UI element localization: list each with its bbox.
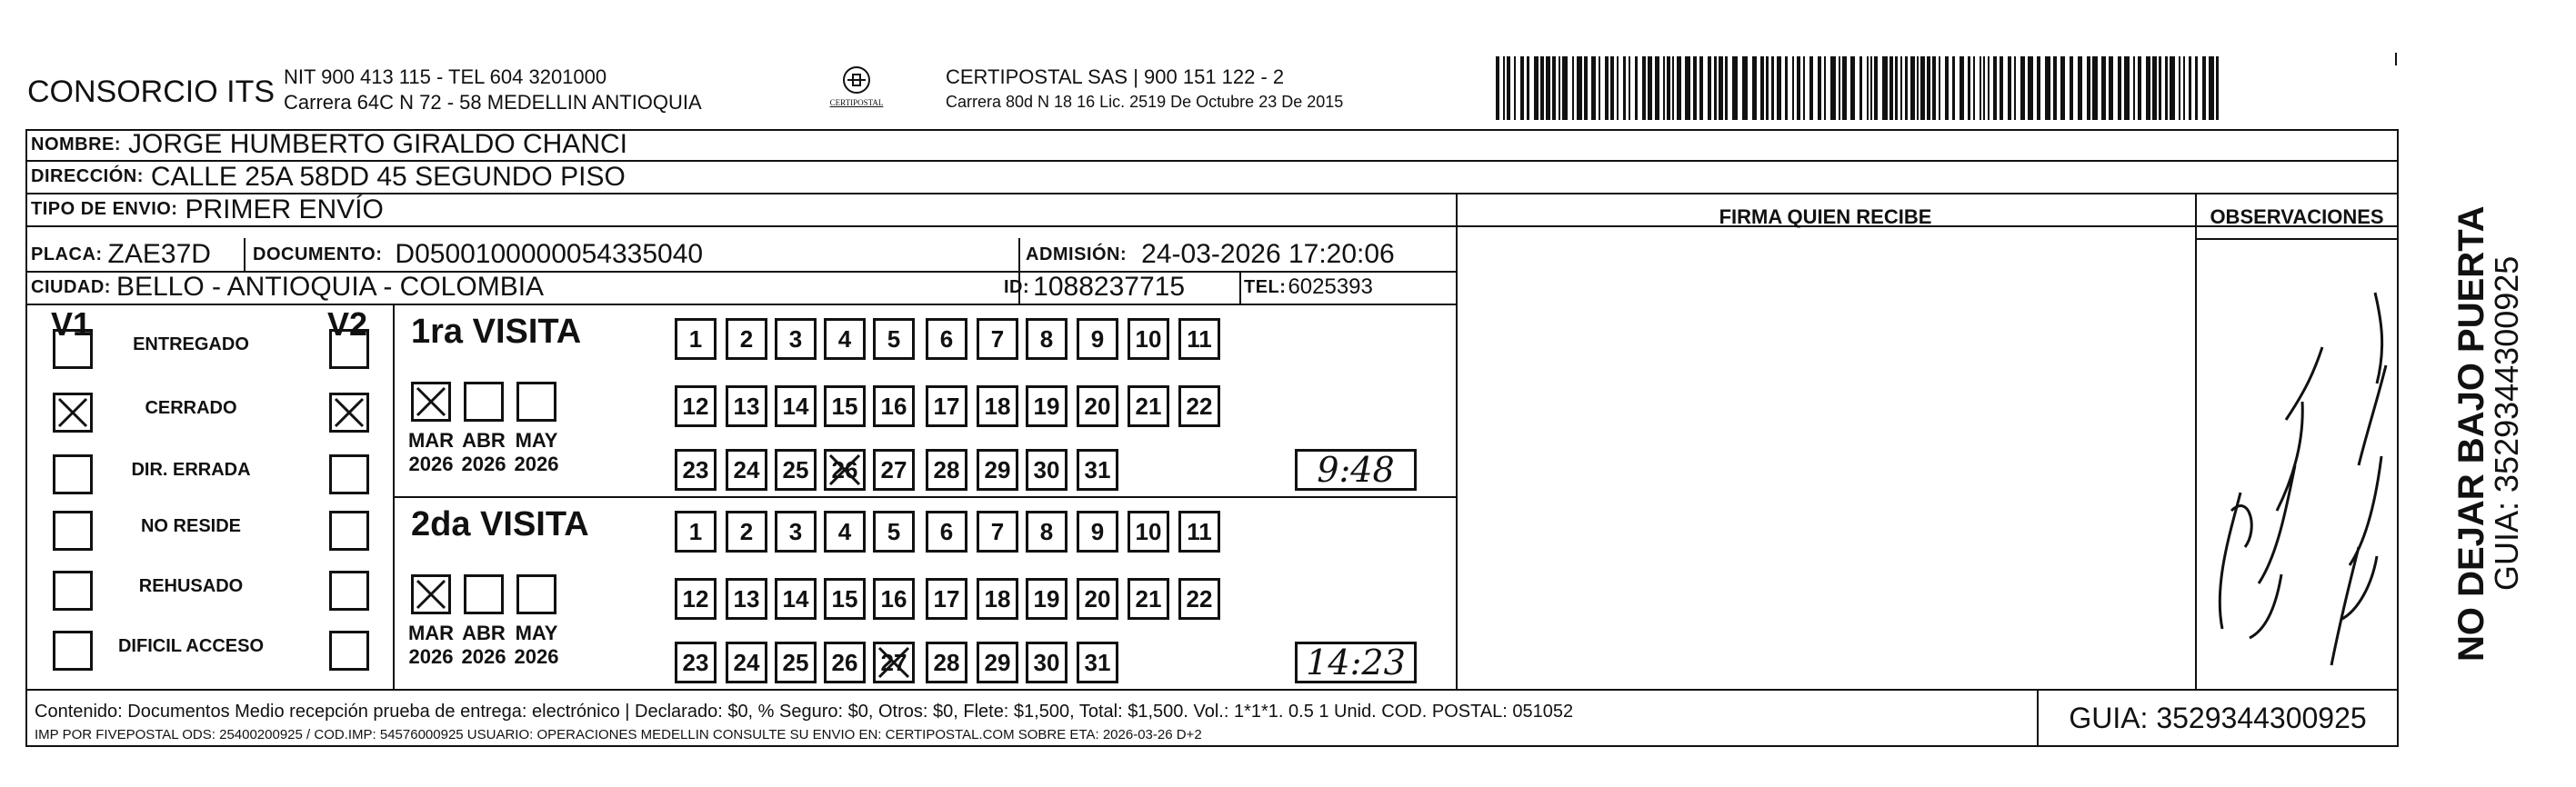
visit-day-box[interactable] [1026,385,1067,427]
tipo-row [31,194,384,225]
visit-day-box[interactable] [926,511,967,553]
day-number: 15 [831,584,858,613]
visit-day-box[interactable] [977,385,1018,427]
day-number: 19 [1033,584,1060,613]
status-option-label: DIR. ERRADA [131,460,251,480]
day-number: 6 [939,324,954,353]
day-number: 14 [782,392,809,420]
visit-day-box[interactable] [1178,578,1220,620]
day-number: 11 [1187,324,1212,353]
x-mark-icon [827,452,863,488]
day-number: 7 [990,324,1005,353]
day-number: 9 [1090,324,1105,353]
status-v1-checkbox[interactable] [53,393,93,433]
visit-day-box[interactable] [675,385,717,427]
day-number: 3 [788,517,803,545]
visit-month-label [456,622,511,669]
status-v1-checkbox[interactable] [53,511,93,551]
visit-month-label [404,429,458,476]
day-number: 25 [782,455,809,483]
footer-contenido: Contenido: Documentos Medio recepción prueba de entrega: electrónico | Declarado: $0, % Seguro: $0, Otros: $0, Flete: $1,500, Total: $1,500. Vol.: 1*1*1. 0.5 1 Unid. COD. POSTAL: 051052 [35,702,1574,722]
visit-day-box[interactable] [1178,385,1220,427]
admision-value: 24-03-2026 17:20:06 [1141,239,1395,269]
visit-day-box[interactable] [1128,385,1169,427]
visit-day-box[interactable] [873,511,915,553]
visit-day-box[interactable] [1128,578,1169,620]
company-name: CONSORCIO ITS [27,75,276,109]
day-number: 25 [782,648,809,676]
day-number: 26 [831,455,858,483]
visit-day-box[interactable] [726,578,767,620]
visit-day-box[interactable] [873,449,915,491]
visit-day-box[interactable] [775,511,817,553]
day-number: 7 [990,517,1005,545]
visit-day-box[interactable] [775,449,817,491]
day-number: 10 [1135,517,1162,545]
visit-day-box[interactable] [726,511,767,553]
id-value: 1088237715 [1033,272,1186,302]
status-option-label: ENTREGADO [133,334,249,354]
day-number: 3 [788,324,803,353]
visit-month-checkbox[interactable] [411,382,451,422]
visit-day-box[interactable] [873,642,915,683]
day-number: 5 [887,324,901,353]
day-number: 1 [688,324,703,353]
visit-day-box[interactable] [926,318,967,360]
documento-value: D0500100000054335040 [395,239,704,269]
visit-day-box[interactable] [775,318,817,360]
visit-month-checkbox[interactable] [464,574,504,614]
day-number: 21 [1135,584,1162,613]
status-v2-checkbox[interactable] [329,631,369,671]
status-option-label: NO RESIDE [140,516,242,536]
visit-month-checkbox[interactable] [516,574,556,614]
status-v1-checkbox[interactable] [53,631,93,671]
visit-day-box[interactable] [675,449,717,491]
visit-day-box[interactable] [775,642,817,683]
visit-day-box[interactable] [1077,642,1118,683]
visit-day-box[interactable] [675,642,717,683]
day-number: 9 [1090,517,1105,545]
visit-day-box[interactable] [977,318,1018,360]
day-number: 31 [1084,648,1111,676]
status-v2-checkbox[interactable] [329,454,369,494]
observaciones-handwriting [2195,238,2399,689]
ciudad-value: BELLO - ANTIOQUIA - COLOMBIA [115,272,545,302]
visit-day-box[interactable] [977,642,1018,683]
x-mark-icon [332,395,366,430]
visit-day-box[interactable] [1128,511,1169,553]
status-v2-checkbox[interactable] [329,329,369,369]
ciudad-label: CIUDAD: [31,276,111,297]
documento-label: DOCUMENTO: [253,244,383,264]
month-name: ABR [462,429,506,452]
visit-time-box[interactable] [1295,642,1417,683]
day-number: 8 [1039,517,1054,545]
company-line-2: Carrera 64C N 72 - 58 MEDELLIN ANTIOQUIA [284,91,702,114]
tel-row [1244,271,1373,304]
day-number: 18 [984,584,1011,613]
day-number: 5 [887,517,901,545]
direccion-value: CALLE 25A 58DD 45 SEGUNDO PISO [150,161,626,192]
day-number: 27 [880,648,907,676]
day-number: 29 [984,455,1011,483]
month-year: 2026 [461,645,506,668]
visit-day-box[interactable] [824,385,866,427]
day-number: 18 [984,392,1011,420]
visit-day-box[interactable] [726,318,767,360]
visit-day-box[interactable] [775,385,817,427]
day-number: 13 [733,584,760,613]
side-guia: GUIA: 3529344300925 [2488,255,2525,591]
ciudad-row [31,271,544,304]
id-row [1004,271,1185,304]
visit-day-box[interactable] [824,642,866,683]
day-number: 20 [1084,392,1111,420]
day-number: 30 [1033,648,1060,676]
v2-header: V2 [327,305,368,343]
visit-day-box[interactable] [824,511,866,553]
visit-day-box[interactable] [1077,449,1118,491]
status-v1-checkbox[interactable] [53,454,93,494]
tel-label: TEL: [1244,276,1287,297]
visit-day-box[interactable] [726,642,767,683]
carrier-line-2: Carrera 80d N 18 16 Lic. 2519 De Octubre 23 De 2015 [946,93,1344,111]
day-number: 11 [1187,517,1212,545]
visit-time-box[interactable] [1295,449,1417,491]
day-number: 24 [733,455,760,483]
logo-caption: CERTIPOSTAL [829,98,884,107]
day-number: 16 [880,584,907,613]
nombre-label: NOMBRE: [31,134,122,154]
visit-month-label [456,429,511,476]
firma-header: FIRMA QUIEN RECIBE [1719,205,1932,228]
tipo-label: TIPO DE ENVIO: [31,199,178,219]
placa-label: PLACA: [31,244,103,264]
visit-day-box[interactable] [1026,318,1067,360]
visit-month-checkbox[interactable] [464,382,504,422]
visit-day-box[interactable] [977,449,1018,491]
day-number: 19 [1033,392,1060,420]
visit-day-box[interactable] [1077,318,1118,360]
day-number: 8 [1039,324,1054,353]
visit-day-box[interactable] [1077,578,1118,620]
day-number: 22 [1186,392,1213,420]
month-year: 2026 [514,645,559,668]
month-year: 2026 [408,645,454,668]
direccion-label: DIRECCIÓN: [31,166,144,186]
day-number: 12 [682,584,709,613]
day-number: 6 [939,517,954,545]
footer-imp: IMP POR FIVEPOSTAL ODS: 25400200925 / COD.IMP: 54576000925 USUARIO: OPERACIONES MEDELLIN CONSULTE SU ENVIO EN: CERTIPOSTAL.COM SOBRE ETA: 2026-03-26 D+2 [35,727,1202,742]
day-number: 1 [688,517,703,545]
day-number: 17 [933,392,960,420]
direccion-row [31,161,626,193]
admision-label: ADMISIÓN: [1026,244,1128,264]
visit-time: 9:48 [1317,450,1395,490]
visit-day-box[interactable] [873,318,915,360]
month-name: MAY [515,622,558,644]
day-number: 16 [880,392,907,420]
visit-day-box[interactable] [873,578,915,620]
visit-month-checkbox[interactable] [516,382,556,422]
day-number: 26 [831,648,858,676]
visit-title: 1ra VISITA [411,313,582,351]
tipo-value: PRIMER ENVÍO [185,194,384,224]
footer-guia: GUIA: 3529344300925 [2069,701,2367,734]
month-year: 2026 [514,453,559,475]
month-name: MAR [407,429,455,452]
visit-month-label [404,622,458,669]
day-number: 23 [682,648,709,676]
tel-value: 6025393 [1288,274,1373,299]
day-number: 24 [733,648,760,676]
admision-row [1026,238,1395,271]
status-option-label: DIFICIL ACCESO [117,636,264,656]
visit-day-box[interactable] [775,578,817,620]
status-option-label: CERRADO [145,398,237,418]
visit-time: 14:23 [1306,643,1406,682]
visit-day-box[interactable] [1026,578,1067,620]
visit-day-box[interactable] [824,318,866,360]
day-number: 10 [1135,324,1162,353]
x-mark-icon [414,384,448,419]
company-line-1: NIT 900 413 115 - TEL 604 3201000 [284,65,607,88]
visit-day-box[interactable] [1128,318,1169,360]
day-number: 13 [733,392,760,420]
corner-mark [2395,53,2397,65]
status-v1-checkbox[interactable] [53,329,93,369]
visit-day-box[interactable] [926,642,967,683]
day-number: 29 [984,648,1011,676]
nombre-value: JORGE HUMBERTO GIRALDO CHANCI [128,129,628,159]
v1-header: V1 [51,305,92,343]
day-number: 4 [837,517,852,545]
visit-month-label [509,429,564,476]
month-year: 2026 [461,453,506,475]
day-number: 23 [682,455,709,483]
visit-title: 2da VISITA [411,505,589,543]
day-number: 28 [933,455,960,483]
status-v2-checkbox[interactable] [329,393,369,433]
day-number: 4 [837,324,852,353]
visit-day-box[interactable] [926,578,967,620]
x-mark-icon [876,644,912,681]
visit-month-label [509,622,564,669]
visit-day-box[interactable] [1077,511,1118,553]
day-number: 22 [1186,584,1213,613]
visit-day-box[interactable] [1178,318,1220,360]
visit-day-box[interactable] [873,385,915,427]
day-number: 30 [1033,455,1060,483]
visit-day-box[interactable] [977,511,1018,553]
id-label: ID: [1004,276,1030,297]
month-name: ABR [462,622,506,644]
day-number: 17 [933,584,960,613]
placa-value: ZAE37D [107,239,211,269]
visit-day-box[interactable] [675,511,717,553]
day-number: 21 [1135,392,1162,420]
visit-day-box[interactable] [824,449,866,491]
visit-day-box[interactable] [675,578,717,620]
visit-day-box[interactable] [1026,511,1067,553]
documento-row [253,238,703,271]
visit-day-box[interactable] [726,449,767,491]
visit-day-box[interactable] [977,578,1018,620]
day-number: 28 [933,648,960,676]
month-name: MAR [407,622,455,644]
visit-day-box[interactable] [675,318,717,360]
day-number: 14 [782,584,809,613]
day-number: 2 [739,324,754,353]
placa-row [31,238,211,271]
visit-day-box[interactable] [1178,511,1220,553]
visit-day-box[interactable] [1026,449,1067,491]
month-name: MAY [515,429,558,452]
status-v2-checkbox[interactable] [329,571,369,611]
month-year: 2026 [408,453,454,475]
nombre-row [31,129,627,160]
visit-day-box[interactable] [1077,385,1118,427]
visit-day-box[interactable] [726,385,767,427]
day-number: 27 [880,455,907,483]
visit-day-box[interactable] [926,449,967,491]
day-number: 15 [831,392,858,420]
visit-day-box[interactable] [1026,642,1067,683]
day-number: 12 [682,392,709,420]
observaciones-header: OBSERVACIONES [2210,205,2384,228]
status-v2-checkbox[interactable] [329,511,369,551]
day-number: 2 [739,517,754,545]
x-mark-icon [414,577,448,612]
carrier-line-1: CERTIPOSTAL SAS | 900 151 122 - 2 [946,65,1285,88]
day-number: 31 [1084,455,1111,483]
status-v1-checkbox[interactable] [53,571,93,611]
day-number: 20 [1084,584,1111,613]
visit-day-box[interactable] [926,385,967,427]
no-dejar-bajo-puerta: NO DEJAR BAJO PUERTA [2451,205,2491,662]
barcode-icon [1496,56,2223,120]
certipostal-logo [829,64,884,115]
visit-day-box[interactable] [824,578,866,620]
x-mark-icon [55,395,90,430]
visit-month-checkbox[interactable] [411,574,451,614]
status-option-label: REHUSADO [138,576,244,596]
